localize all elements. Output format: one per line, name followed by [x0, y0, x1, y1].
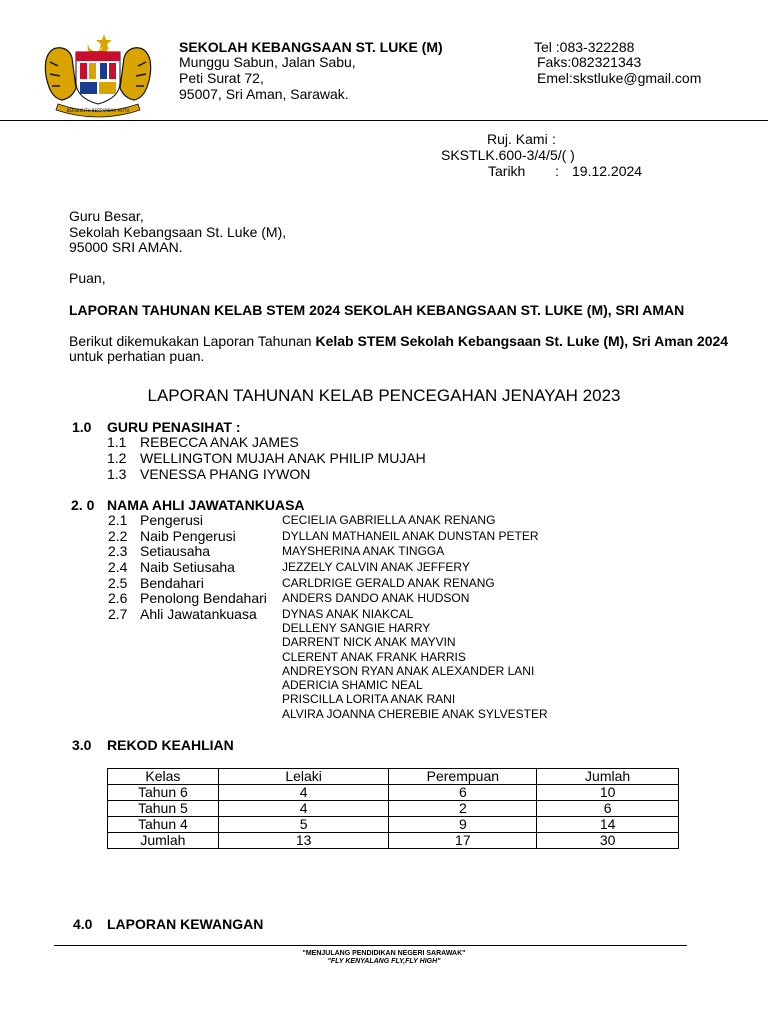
address-line-2: Peti Surat 72, [179, 70, 264, 86]
committee-6-name: ANDERS DANDO ANAK HUDSON [282, 591, 470, 605]
advisor-1-name: REBECCA ANAK JAMES [140, 434, 299, 450]
table-row [108, 801, 679, 817]
table-cell: 4 [218, 801, 389, 817]
advisor-2-number: 1.2 [107, 450, 127, 466]
section-2-number: 2. 0 [71, 497, 95, 513]
ajk-member-7: ALVIRA JOANNA CHEREBIE ANAK SYLVESTER [282, 707, 548, 721]
section-1-title: GURU PENASIHAT : [107, 419, 241, 435]
table-total-row [108, 833, 679, 849]
advisor-2-name: WELLINGTON MUJAH ANAK PHILIP MUJAH [140, 450, 426, 466]
fax-number: Faks:082321343 [537, 54, 642, 70]
committee-4-number: 2.4 [108, 559, 128, 575]
table-header-cell: Kelas [108, 769, 219, 785]
malaysia-coat-of-arms-logo [38, 30, 158, 120]
tarikh-label: Tarikh [488, 163, 526, 179]
committee-2-name: DYLLAN MATHANEIL ANAK DUNSTAN PETER [282, 529, 539, 543]
table-cell: 17 [389, 833, 537, 849]
advisor-1-number: 1.1 [107, 434, 127, 450]
section-2-title: NAMA AHLI JAWATANKUASA [107, 497, 305, 513]
address-line-1: Munggu Sabun, Jalan Sabu, [179, 54, 356, 70]
table-cell: Jumlah [108, 833, 219, 849]
section-4-number: 4.0 [73, 916, 93, 932]
ajk-member-1: DELLENY SANGIE HARRY [282, 621, 431, 635]
committee-1-number: 2.1 [108, 512, 128, 528]
table-cell: 5 [218, 817, 389, 833]
ruj-label: Ruj. Kami [487, 131, 548, 147]
table-cell: 4 [218, 785, 389, 801]
section-3-title: REKOD KEAHLIAN [107, 737, 234, 753]
footer-motto-1: "MENJULANG PENDIDIKAN NEGERI SARAWAK" [302, 950, 466, 957]
ajk-member-2: DARRENT NICK ANAK MAYVIN [282, 635, 456, 649]
tel-number: Tel :083-322288 [534, 39, 635, 55]
table-cell: Tahun 6 [108, 785, 219, 801]
table-header-cell: Lelaki [218, 769, 389, 785]
committee-5-role: Bendahari [140, 575, 204, 591]
table-header-row [108, 769, 679, 785]
table-cell: 13 [218, 833, 389, 849]
salutation: Puan, [69, 270, 106, 286]
address-line-3: 95007, Sri Aman, Sarawak. [179, 86, 349, 102]
recipient-line-2: Sekolah Kebangsaan St. Luke (M), [69, 224, 287, 240]
table-cell: 30 [537, 833, 679, 849]
advisor-3-number: 1.3 [107, 466, 127, 482]
committee-7-name: DYNAS ANAK NIAKCAL [282, 607, 414, 621]
advisor-3-name: VENESSA PHANG IYWON [140, 466, 311, 482]
ajk-member-4: ANDREYSON RYAN ANAK ALEXANDER LANI [282, 664, 535, 678]
table-cell: 6 [389, 785, 537, 801]
ruj-value: SKSTLK.600-3/4/5/( ) [441, 147, 575, 163]
table-header-cell: Jumlah [537, 769, 679, 785]
committee-1-name: CECIELIA GABRIELLA ANAK RENANG [282, 513, 496, 527]
school-name: SEKOLAH KEBANGSAAN ST. LUKE (M) [179, 39, 443, 55]
section-4-title: LAPORAN KEWANGAN [107, 916, 264, 932]
table-cell: Tahun 5 [108, 801, 219, 817]
intro-text-2: untuk perhatian puan. [69, 348, 205, 364]
ajk-member-3: CLERENT ANAK FRANK HARRIS [282, 650, 466, 664]
committee-6-role: Penolong Bendahari [140, 590, 267, 606]
letter-subject: LAPORAN TAHUNAN KELAB STEM 2024 SEKOLAH KEBANGSAAN ST. LUKE (M), SRI AMAN [69, 302, 685, 318]
ruj-colon: : [552, 131, 556, 147]
committee-6-number: 2.6 [108, 590, 128, 606]
committee-5-name: CARLDRIGE GERALD ANAK RENANG [282, 576, 495, 590]
section-3-number: 3.0 [72, 737, 92, 753]
committee-3-name: MAYSHERINA ANAK TINGGA [282, 544, 445, 558]
membership-table [107, 768, 679, 849]
table-cell: 6 [537, 801, 679, 817]
committee-4-name: JEZZELY CALVIN ANAK JEFFERY [282, 560, 470, 574]
ajk-member-6: PRISCILLA LORITA ANAK RANI [282, 692, 456, 706]
committee-7-role: Ahli Jawatankuasa [140, 606, 257, 622]
table-cell: 14 [537, 817, 679, 833]
table-cell: 9 [389, 817, 537, 833]
committee-5-number: 2.5 [108, 575, 128, 591]
section-1-number: 1.0 [72, 419, 92, 435]
table-header-cell: Perempuan [389, 769, 537, 785]
committee-2-number: 2.2 [108, 528, 128, 544]
recipient-line-1: Guru Besar, [69, 208, 144, 224]
committee-1-role: Pengerusi [140, 512, 204, 528]
svg-text:BERSEKUTU BERTAMBAH MUTU: BERSEKUTU BERTAMBAH MUTU [66, 108, 130, 113]
ajk-member-5: ADERICIA SHAMIC NEAL [282, 678, 423, 692]
table-cell: 10 [537, 785, 679, 801]
table-cell: Tahun 4 [108, 817, 219, 833]
committee-7-number: 2.7 [108, 606, 128, 622]
intro-paragraph [69, 333, 728, 349]
tarikh-colon: : [555, 163, 559, 179]
committee-3-number: 2.3 [108, 543, 128, 559]
footer-motto-2: "FLY KENYALANG FLY,FLY HIGH" [327, 958, 441, 965]
intro-text-bold: Kelab STEM Sekolah Kebangsaan St. Luke (M), Sri Aman 2024 [315, 333, 729, 349]
tarikh-value: 19.12.2024 [572, 163, 643, 179]
footer-divider [54, 945, 687, 946]
letterhead-divider [0, 120, 768, 121]
table-row [108, 817, 679, 833]
email-address: Emel:skstluke@gmail.com [537, 70, 702, 86]
table-cell: 2 [389, 801, 537, 817]
committee-3-role: Setiausaha [140, 543, 211, 559]
committee-2-role: Naib Pengerusi [140, 528, 236, 544]
intro-text-1: Berikut dikemukakan Laporan Tahunan [69, 333, 316, 349]
recipient-line-3: 95000 SRI AMAN. [69, 239, 183, 255]
committee-4-role: Naib Setiusaha [140, 559, 235, 575]
table-row [108, 785, 679, 801]
report-title: LAPORAN TAHUNAN KELAB PENCEGAHAN JENAYAH 2023 [147, 386, 621, 405]
